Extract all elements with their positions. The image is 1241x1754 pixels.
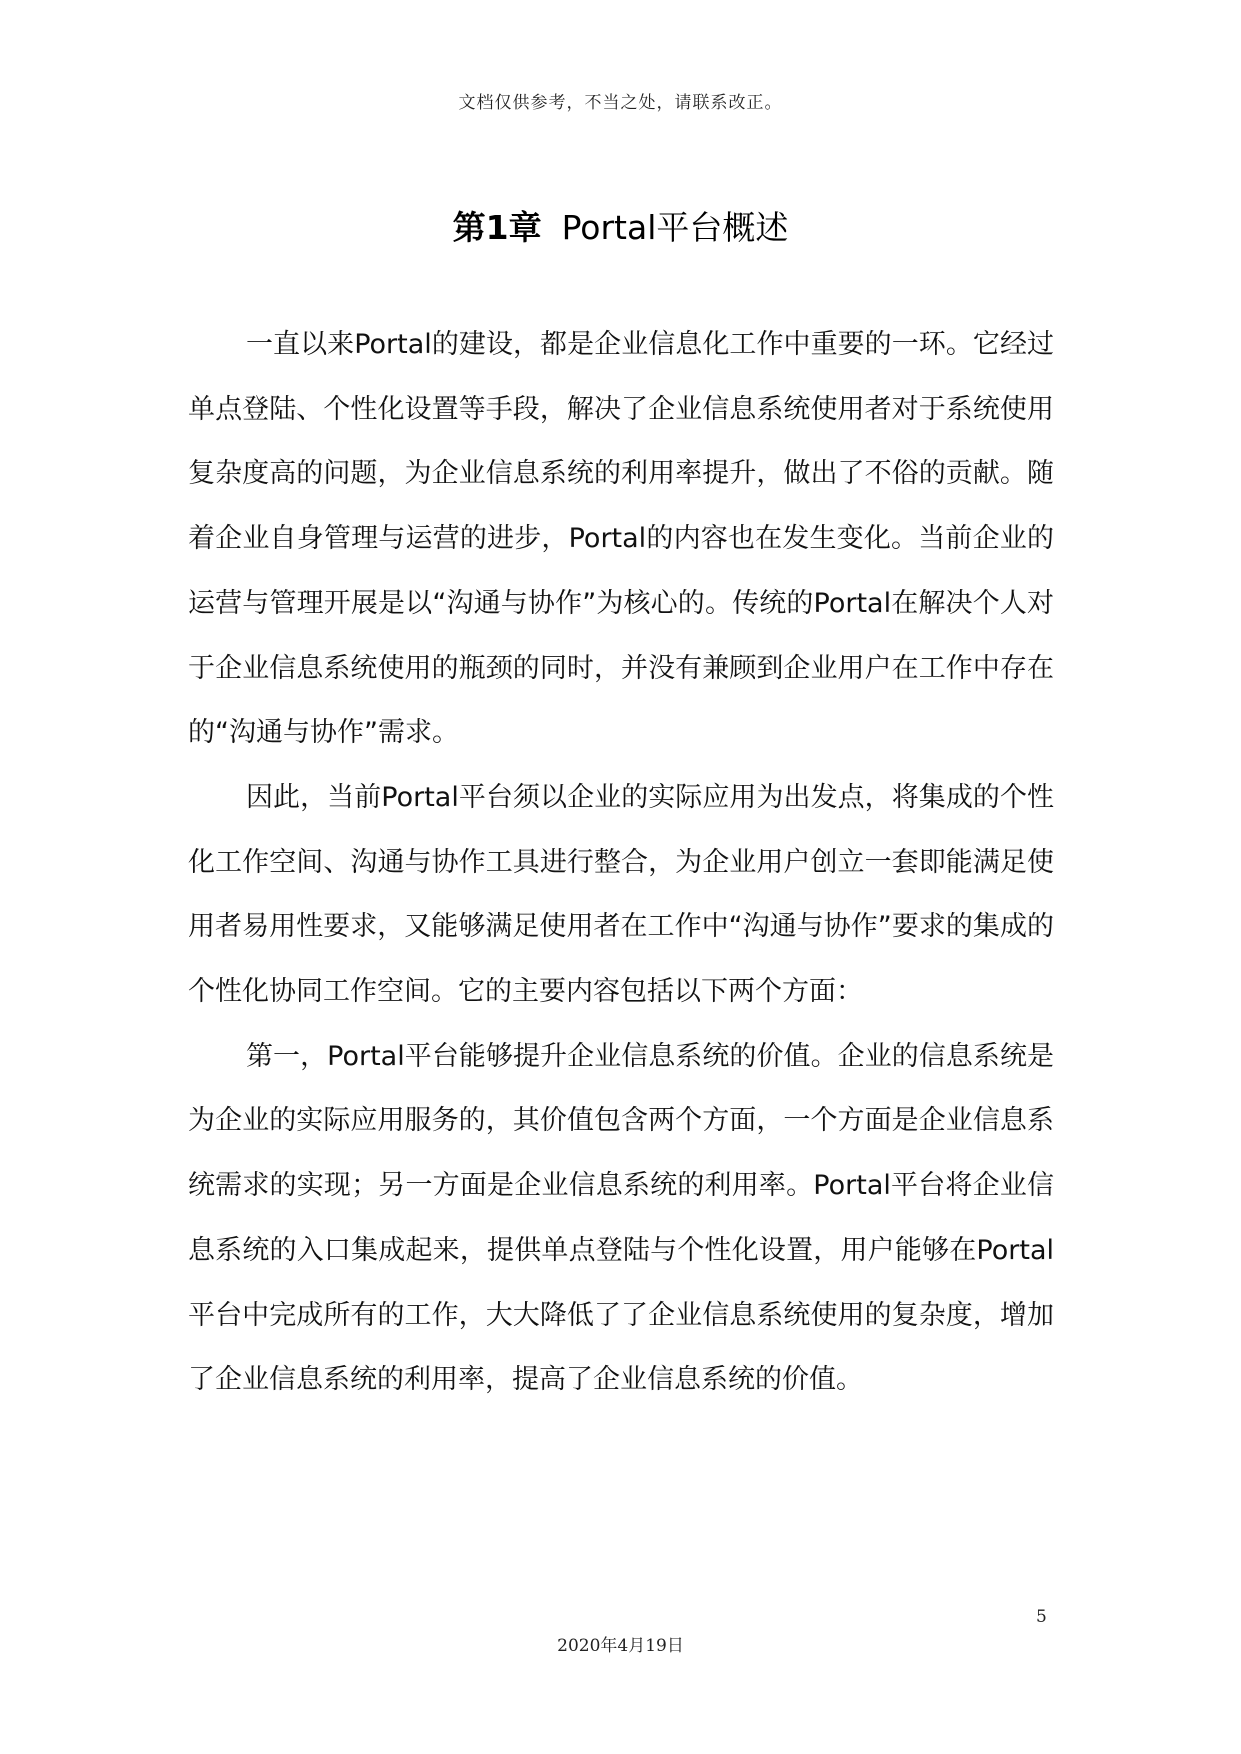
chapter-title	[0, 202, 1241, 249]
paragraph: 第一，Portal平台能够提升企业信息系统的价值。企业的信息系统是为企业的实际应用服务的，其价值包含两个方面，一个方面是企业信息系统需求的实现；另一方面是企业信息系统的利用率。Portal平台将企业信息系统的入口集成起来，提供单点登陆与个性化设置，用户能够在Portal平台中完成所有的工作，大大降低了了企业信息系统使用的复杂度，增加了企业信息系统的利用率，提高了企业信息系统的价值。	[188, 1040, 1054, 1396]
paragraph: 一直以来Portal的建设，都是企业信息化工作中重要的一环。它经过单点登陆、个性化设置等手段，解决了企业信息系统使用者对于系统使用复杂度高的问题，为企业信息系统的利用率提升，做出了不俗的贡献。随着企业自身管理与运营的进步，Portal的内容也在发生变化。当前企业的运营与管理开展是以“沟通与协作”为核心的。传统的Portal在解决个人对于企业信息系统使用的瓶颈的同时，并没有兼顾到企业用户在工作中存在的“沟通与协作”需求。	[188, 329, 1054, 749]
footer-date: 2020年4月19日	[557, 1636, 684, 1656]
page-number: 5	[1036, 1607, 1047, 1627]
chapter-number: 第1章	[452, 208, 542, 247]
chapter-name: Portal平台概述	[561, 208, 789, 247]
paragraph: 因此，当前Portal平台须以企业的实际应用为出发点，将集成的个性化工作空间、沟通与协作工具进行整合，为企业用户创立一套即能满足使用者易用性要求，又能够满足使用者在工作中“沟通与协作”要求的集成的个性化协同工作空间。它的主要内容包括以下两个方面：	[188, 781, 1054, 1008]
header-note: 文档仅供参考，不当之处，请联系改正。	[458, 93, 783, 113]
body-text	[188, 313, 1054, 1413]
